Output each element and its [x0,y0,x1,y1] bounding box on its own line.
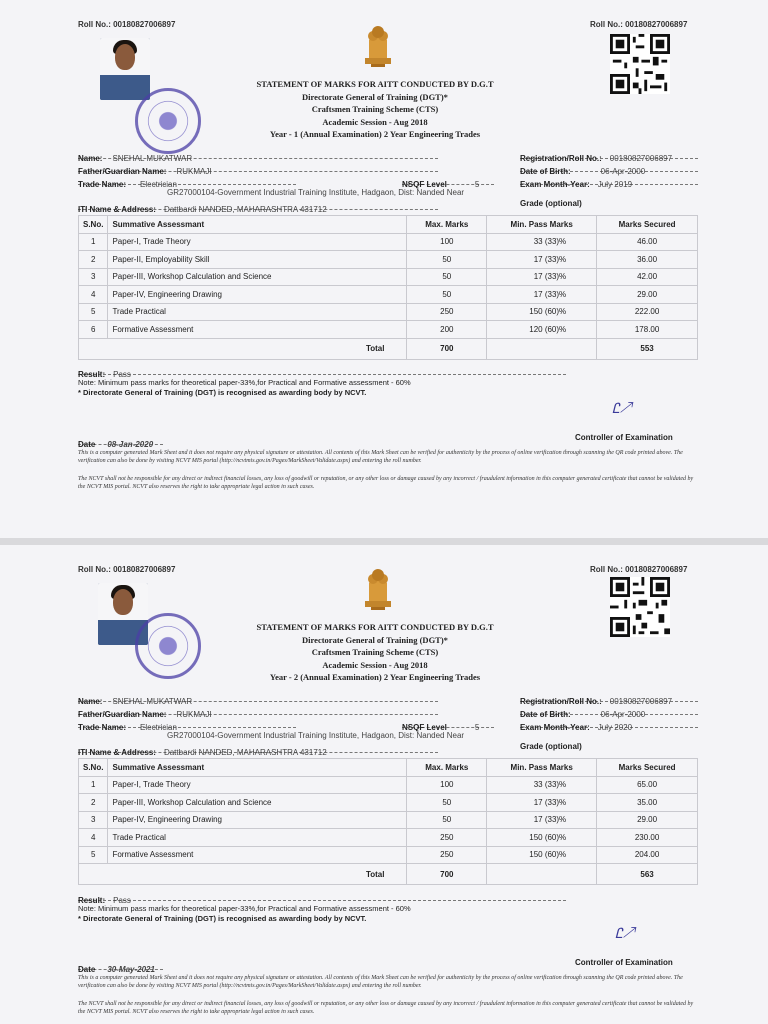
cell-min: 17 (33)% [487,794,597,812]
cell-sno: 5 [79,303,108,321]
cell-subject: Paper-I, Trade Theory [108,776,407,794]
nsqf-label: NSQF Level [402,180,447,189]
verification-disclaimer: This is a computer generated Mark Sheet and it does not require any physical signature or attestation. All contents of this Mark Sheet can be verified for authenticity by the process of online verification through scanning the QR code printed above. The verification can also be done by visiting NCVT MIS portal (http://ncvtmis.gov.in/Pages/MarkSheet/Validate.aspx) and entering the roll number. [78,975,683,989]
cell-subject: Paper-IV, Engineering Drawing [108,286,407,304]
cell-subject: Trade Practical [108,303,407,321]
name-label: Name: [78,154,103,163]
cell-subject: Formative Assessment [108,846,407,864]
institute-stamp [135,88,201,154]
trade-value: Electrician [140,723,177,732]
header-secured: Marks Secured [597,759,698,777]
total-empty [487,864,597,885]
national-emblem-icon [361,22,395,68]
nsqf-row [402,717,494,732]
statement-heading [200,621,550,684]
roll-number-right: Roll No.: 00180827006897 [590,20,688,29]
pass-marks-note: Note: Minimum pass marks for theoretical paper-33%,for Practical and Formative assessment - 60% [78,378,411,387]
cell-min: 150 (60)% [487,846,597,864]
table-row [79,776,698,794]
cell-sno: 5 [79,846,108,864]
roll-number-right: Roll No.: 00180827006897 [590,565,688,574]
dob-label: Date of Birth: [520,710,571,719]
registration-label: Registration/Roll No.: [520,154,602,163]
cell-max: 100 [407,233,487,251]
exam-value: July 2019 [597,180,633,189]
iti-row [78,742,438,757]
date-label: Date [78,965,96,974]
iti-address-line-2: Dattbardi NANDED, MAHARASHTRA 431712 [163,205,327,214]
cell-min: 150 (60)% [487,829,597,847]
table-row [79,811,698,829]
cell-sno: 3 [79,811,108,829]
marks-table [78,758,698,885]
trade-value: Electrician [140,180,177,189]
controller-signature: Ꮭ↗ [615,927,635,942]
cell-sno: 4 [79,286,108,304]
table-row [79,233,698,251]
cell-max: 50 [407,794,487,812]
cell-sno: 2 [79,251,108,269]
heading-line-5: Year - 1 (Annual Examination) 2 Year Engineering Trades [269,129,481,139]
student-photo [100,38,150,100]
cell-max: 50 [407,286,487,304]
registration-value: 00180827006897 [609,154,673,163]
registration-row [520,691,698,706]
father-label: Father/Guardian Name: [78,167,167,176]
cell-min: 33 (33)% [487,776,597,794]
dob-value: 06-Apr-2000 [600,710,646,719]
table-row [79,321,698,339]
cell-max: 50 [407,811,487,829]
cell-secured: 35.00 [597,794,698,812]
cell-subject: Trade Practical [108,829,407,847]
table-row [79,794,698,812]
header-max-marks: Max. Marks [407,216,487,234]
iti-row [78,199,438,214]
father-value: RUKMAJI [176,710,212,719]
table-header [79,216,698,234]
date-row [78,434,163,449]
table-row [79,829,698,847]
qr-code-icon [610,577,670,637]
cell-min: 17 (33)% [487,268,597,286]
heading-line-2: Directorate General of Training (DGT)* [302,634,448,645]
total-max: 700 [407,864,487,885]
nsqf-row [402,174,494,189]
controller-title: Controller of Examination [575,433,673,442]
name-row [78,148,438,163]
name-row [78,691,438,706]
heading-line-4: Academic Session - Aug 2018 [322,659,428,670]
trade-label: Trade Name: [78,180,127,189]
cell-min: 17 (33)% [487,286,597,304]
total-empty [487,338,597,359]
iti-label: ITI Name & Address: [78,205,156,214]
statement-heading [200,78,550,141]
table-header [79,759,698,777]
cell-min: 150 (60)% [487,303,597,321]
heading-line-3: Craftsmen Training Scheme (CTS) [311,104,439,114]
marksheet-year-2 [0,545,768,1024]
cell-max: 100 [407,776,487,794]
registration-value: 00180827006897 [609,697,673,706]
cell-subject: Paper-II, Employability Skill [108,251,407,269]
cell-max: 50 [407,268,487,286]
cell-max: 250 [407,846,487,864]
header-assessment: Summative Assessmant [108,216,407,234]
pass-marks-note: Note: Minimum pass marks for theoretical paper-33%,for Practical and Formative assessment - 60% [78,904,411,913]
date-value: 08-Jan-2020 [107,440,154,449]
awarding-body-note: * Directorate General of Training (DGT) is recognised as awarding body by NCVT. [78,388,367,397]
nsqf-value: 5 [474,180,480,189]
heading-line-3: Craftsmen Training Scheme (CTS) [311,647,439,657]
header-min-pass: Min. Pass Marks [487,216,597,234]
cell-max: 200 [407,321,487,339]
heading-line-1: STATEMENT OF MARKS FOR AITT CONDUCTED BY D.G.T [256,79,494,89]
name-value: SNEHAL MUKATWAR [112,697,193,706]
result-value: Pass [113,896,131,905]
dob-label: Date of Birth: [520,167,571,176]
header-sno: S.No. [79,759,108,777]
marks-table [78,215,698,360]
controller-signature: Ꮭ↗ [612,402,632,417]
cell-secured: 204.00 [597,846,698,864]
total-secured: 553 [597,338,698,359]
trade-label: Trade Name: [78,723,127,732]
cell-min: 33 (33)% [487,233,597,251]
result-label: Result: [78,896,106,905]
total-label: Total [79,864,407,885]
cell-secured: 230.00 [597,829,698,847]
exam-label: Exam Month-Year: [520,723,590,732]
qr-code-icon [610,34,670,94]
total-row [79,864,698,885]
father-value: RUKMAJI [176,167,212,176]
cell-subject: Formative Assessment [108,321,407,339]
awarding-body-note: * Directorate General of Training (DGT) is recognised as awarding body by NCVT. [78,914,367,923]
date-label: Date [78,440,96,449]
result-label: Result: [78,370,106,379]
roll-number-left: Roll No.: 00180827006897 [78,20,176,29]
liability-disclaimer: The NCVT shall not be responsible for any direct or indirect financial losses, any loss of goodwill or reputation, or any other loss or damage caused by any incorrect / fraudulent information in this computer generated certificate that cannot be validated by the NCVT MIS portal. NCVT also reserves the right to take appropriate legal action in such cases. [78,476,694,490]
grade-label: Grade (optional) [520,199,582,208]
header-secured: Marks Secured [597,216,698,234]
iti-address-line-2: Dattbardi NANDED, MAHARASHTRA 431712 [163,748,327,757]
cell-secured: 222.00 [597,303,698,321]
header-min-pass: Min. Pass Marks [487,759,597,777]
result-row [78,890,566,905]
cell-sno: 1 [79,776,108,794]
trade-row [78,174,296,189]
result-row [78,364,566,379]
table-row [79,251,698,269]
iti-address-line-1: GR27000104-Government Industrial Training Institute, Hadgaon, Dist: Nanded Near [167,731,465,740]
father-row [78,704,438,719]
date-value: 30-May-2021 [107,965,155,974]
cell-min: 120 (60)% [487,321,597,339]
controller-title: Controller of Examination [575,958,673,967]
table-row [79,303,698,321]
nsqf-label: NSQF Level [402,723,447,732]
cell-sno: 4 [79,829,108,847]
heading-line-4: Academic Session - Aug 2018 [322,116,428,127]
father-label: Father/Guardian Name: [78,710,167,719]
cell-max: 250 [407,303,487,321]
header-assessment: Summative Assessmant [108,759,407,777]
cell-sno: 1 [79,233,108,251]
cell-subject: Paper-III, Workshop Calculation and Science [108,268,407,286]
table-row [79,846,698,864]
cell-secured: 42.00 [597,268,698,286]
name-label: Name: [78,697,103,706]
liability-disclaimer: The NCVT shall not be responsible for any direct or indirect financial losses, any loss of goodwill or reputation, or any other loss or damage caused by any incorrect / fraudulent information in this computer generated certificate that cannot be validated by the NCVT MIS portal. NCVT also reserves the right to take appropriate legal action in such cases. [78,1001,694,1015]
cell-max: 250 [407,829,487,847]
cell-secured: 65.00 [597,776,698,794]
dob-row [520,704,698,719]
cell-max: 50 [407,251,487,269]
cell-secured: 178.00 [597,321,698,339]
cell-secured: 29.00 [597,286,698,304]
cell-subject: Paper-I, Trade Theory [108,233,407,251]
iti-address-line-1: GR27000104-Government Industrial Training Institute, Hadgaon, Dist: Nanded Near [167,188,465,197]
cell-secured: 29.00 [597,811,698,829]
cell-subject: Paper-III, Workshop Calculation and Science [108,794,407,812]
header-max-marks: Max. Marks [407,759,487,777]
cell-min: 17 (33)% [487,811,597,829]
dob-row [520,161,698,176]
national-emblem-icon [361,565,395,611]
date-row [78,959,163,974]
exam-label: Exam Month-Year: [520,180,590,189]
cell-secured: 36.00 [597,251,698,269]
header-sno: S.No. [79,216,108,234]
heading-line-5: Year - 2 (Annual Examination) 2 Year Engineering Trades [269,672,481,682]
cell-secured: 46.00 [597,233,698,251]
exam-row [520,174,698,189]
verification-disclaimer: This is a computer generated Mark Sheet and it does not require any physical signature or attestation. All contents of this Mark Sheet can be verified for authenticity by the process of online verification through scanning the QR code printed above. The verification can also be done by visiting NCVT MIS portal (http://ncvtmis.gov.in/Pages/MarkSheet/Validate.aspx) and entering the roll number. [78,450,683,464]
table-row [79,268,698,286]
total-max: 700 [407,338,487,359]
registration-row [520,148,698,163]
cell-sno: 2 [79,794,108,812]
cell-min: 17 (33)% [487,251,597,269]
total-row [79,338,698,359]
grade-label: Grade (optional) [520,742,582,751]
roll-number-left: Roll No.: 00180827006897 [78,565,176,574]
cell-sno: 6 [79,321,108,339]
heading-line-2: Directorate General of Training (DGT)* [302,91,448,102]
total-secured: 563 [597,864,698,885]
father-row [78,161,438,176]
total-label: Total [79,338,407,359]
result-value: Pass [113,370,131,379]
table-row [79,286,698,304]
cell-subject: Paper-IV, Engineering Drawing [108,811,407,829]
heading-line-1: STATEMENT OF MARKS FOR AITT CONDUCTED BY D.G.T [256,622,494,632]
exam-value: July 2020 [597,723,633,732]
dob-value: 06-Apr-2000 [600,167,646,176]
name-value: SNEHAL MUKATWAR [112,154,193,163]
nsqf-value: 5 [474,723,480,732]
iti-label: ITI Name & Address: [78,748,156,757]
cell-sno: 3 [79,268,108,286]
exam-row [520,717,698,732]
institute-stamp [135,613,201,679]
trade-row [78,717,296,732]
registration-label: Registration/Roll No.: [520,697,602,706]
